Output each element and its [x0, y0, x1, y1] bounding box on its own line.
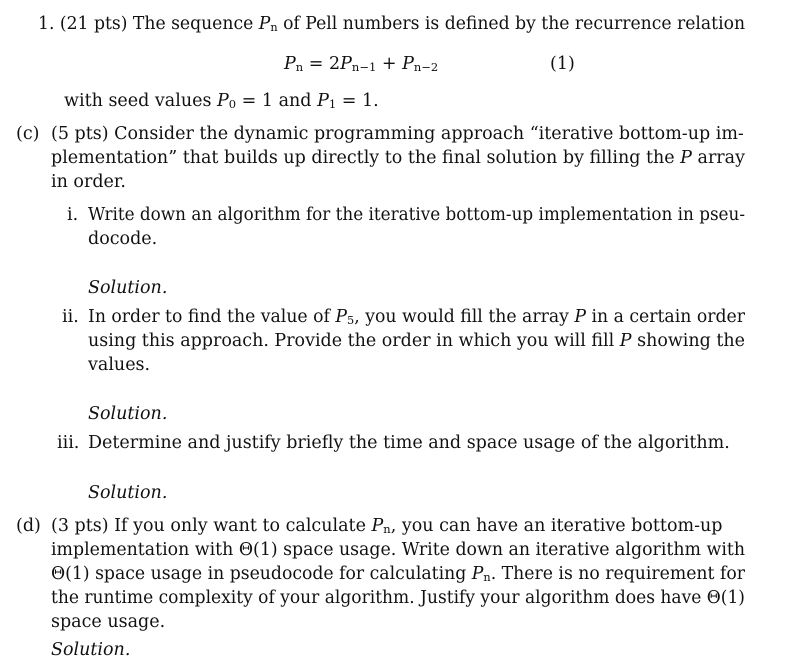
part-d-line-3-pre: Θ(1) space usage in pseudocode for calculating	[51, 564, 472, 584]
eq-term1: P	[340, 54, 352, 74]
part-d-line-3-post: . There is no requirement for	[490, 564, 745, 584]
part-d-label: (d)	[16, 516, 41, 536]
item-i-line-1: Write down an algorithm for the iterative bottom-up implementation in pseu-	[88, 205, 745, 225]
eq-plus: +	[376, 54, 403, 74]
item-iii-solution: Solution.	[88, 483, 168, 503]
eq-term2: P	[402, 54, 414, 74]
eq-term1-sub: n−1	[351, 60, 377, 74]
item-ii-sym-p5: P	[335, 307, 348, 327]
part-d-line-4: the runtime complexity of your algorithm. Justify your algorithm does have Θ(1)	[51, 588, 745, 608]
seed-text-mid: = 1 and	[236, 91, 318, 111]
item-ii-line-2-sym: P	[619, 331, 632, 351]
eq-term2-sub: n−2	[413, 60, 439, 74]
item-ii-line-1-pre: In order to find the value of	[88, 307, 336, 327]
part-d-line-1	[51, 514, 722, 539]
part-c-line-2-post: array	[691, 148, 745, 168]
item-ii-line-3: values.	[88, 355, 151, 375]
intro-text-pre: (21 pts) The sequence	[59, 14, 259, 34]
item-ii-line-2-pre: using this approach. Provide the order in which you will fill	[88, 331, 620, 351]
eq-equals: = 2	[303, 54, 341, 74]
part-d-line-3-sub: n	[483, 570, 491, 584]
intro-symbol-sub: n	[270, 20, 278, 34]
part-d-line-1-sym: P	[371, 516, 384, 536]
seed-p0-sub: 0	[228, 97, 237, 111]
intro-symbol: P	[258, 14, 271, 34]
item-ii-line-1-post: in a certain order	[585, 307, 745, 327]
equation-label: (1)	[550, 54, 575, 74]
part-d-line-5: space usage.	[51, 612, 166, 632]
part-d-line-1-sub: n	[383, 522, 391, 536]
item-ii-sym-p5-sub: 5	[347, 313, 355, 327]
seed-text-post: = 1.	[336, 91, 379, 111]
part-d-line-1-pre: (3 pts) If you only want to calculate	[51, 516, 372, 536]
item-i-solution: Solution.	[88, 278, 168, 298]
seed-p0: P	[217, 91, 229, 111]
part-c-line-2-pre: plementation” that builds up directly to the final solution by filling the	[51, 148, 681, 168]
seed-values	[64, 89, 379, 114]
item-ii-sym-p: P	[574, 307, 586, 327]
item-iii-line-1: Determine and justify briefly the time and space usage of the algorithm.	[88, 433, 730, 453]
recurrence-equation	[284, 52, 438, 77]
item-i-line-2: docode.	[88, 229, 158, 249]
part-c-line-2-sym: P	[680, 148, 692, 168]
eq-lhs-sub: n	[295, 60, 304, 74]
problem-intro	[38, 12, 745, 37]
part-c-line-3: in order.	[51, 172, 126, 192]
seed-text-pre: with seed values	[64, 91, 217, 111]
item-ii-solution: Solution.	[88, 404, 168, 424]
part-c-line-2	[51, 146, 745, 171]
seed-p1: P	[317, 91, 329, 111]
part-c-line-1: (5 pts) Consider the dynamic programming approach “iterative bottom-up im-	[51, 124, 744, 144]
item-ii-line-1-mid: , you would fill the array	[354, 307, 575, 327]
part-d-solution: Solution.	[51, 640, 131, 660]
part-d-line-3	[51, 562, 745, 587]
seed-p1-sub: 1	[328, 97, 337, 111]
part-d-line-1-post: , you can have an iterative bottom-up	[390, 516, 723, 536]
eq-lhs: P	[284, 54, 296, 74]
part-d-line-3-sym: P	[471, 564, 484, 584]
part-d-line-2: implementation with Θ(1) space usage. Write down an iterative algorithm with	[51, 540, 746, 560]
item-i-label: i.	[67, 205, 79, 225]
part-c-label: (c)	[16, 124, 40, 144]
item-ii-line-2	[88, 329, 745, 354]
item-ii-label: ii.	[62, 307, 79, 327]
item-ii-line-1	[88, 305, 745, 330]
item-iii-label: iii.	[57, 433, 80, 453]
item-ii-line-2-post: showing the	[631, 331, 746, 351]
problem-number: 1.	[38, 14, 55, 34]
intro-text-post: of Pell numbers is defined by the recurrence relation	[277, 14, 746, 34]
